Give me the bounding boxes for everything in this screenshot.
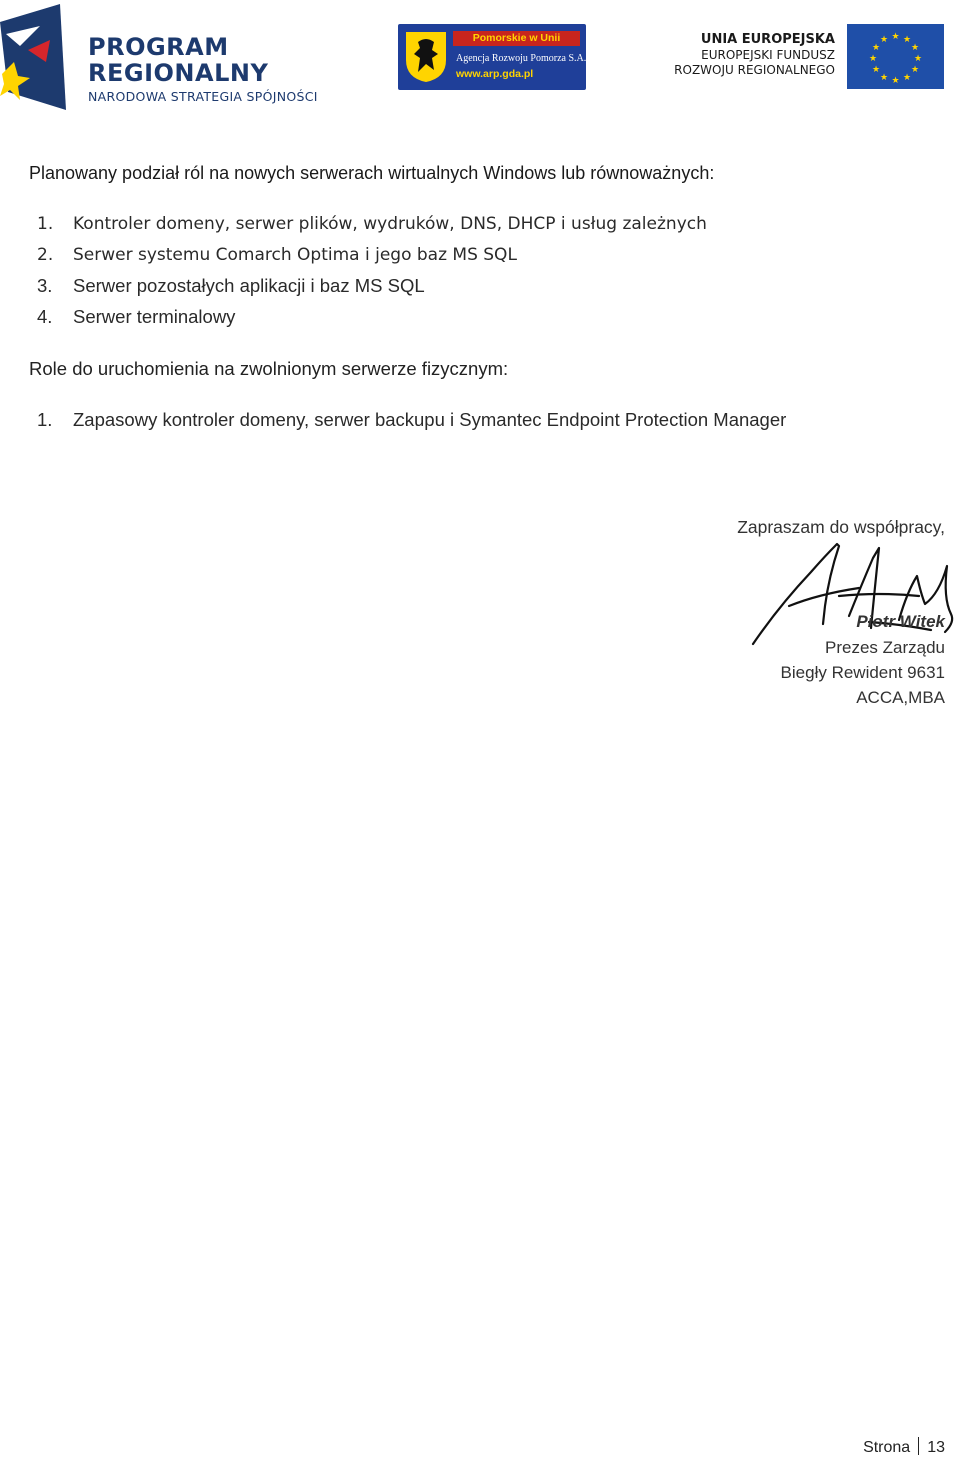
signatory-name: Piotr Witek <box>856 612 945 631</box>
list-item-number: 1. <box>37 409 53 430</box>
physical-server-roles-list <box>29 407 786 438</box>
svg-text:★: ★ <box>879 73 889 83</box>
list-item <box>29 407 786 438</box>
list-item-number: 1. <box>37 214 54 234</box>
list-item-text: Zapasowy kontroler domeny, serwer backupu i Symantec Endpoint Protection Manager <box>73 409 787 430</box>
pomorskie-title: Pomorskie w Unii <box>453 31 580 46</box>
pomorskie-w-unii-logo <box>398 24 586 90</box>
list-item-text: Serwer terminalowy <box>73 306 236 327</box>
signature-block <box>645 514 945 707</box>
eu-fund-line2: ROZWOJU REGIONALNEGO <box>674 63 835 77</box>
eu-fund-line1: EUROPEJSKI FUNDUSZ <box>701 48 835 62</box>
eu-fund-text <box>674 32 835 78</box>
svg-text:★: ★ <box>902 73 912 83</box>
program-regionalny-logo <box>0 4 330 110</box>
page-label: Strona <box>863 1439 911 1456</box>
list-item-text: Kontroler domeny, serwer plików, wydruków, DNS, DHCP i usług zależnych <box>73 214 707 234</box>
program-title-line2: REGIONALNY <box>88 59 269 87</box>
svg-text:★: ★ <box>891 76 900 86</box>
pomorskie-website: www.arp.gda.pl <box>456 68 534 80</box>
list-item-text: Serwer systemu Comarch Optima i jego baz MS SQL <box>73 245 517 265</box>
griffin-shield-icon <box>404 30 448 84</box>
signatory-auditor-number: Biegły Rewident 9631 <box>780 663 945 682</box>
server-roles-list <box>29 211 707 335</box>
program-star-icon <box>0 4 66 110</box>
svg-text:★: ★ <box>913 54 923 64</box>
list-item <box>29 304 707 335</box>
closing-invitation: Zapraszam do współpracy, <box>737 517 945 537</box>
list-item <box>29 242 707 273</box>
footer-divider <box>918 1437 919 1455</box>
list-item-text: Serwer pozostałych aplikacji i baz MS SQL <box>73 275 425 296</box>
svg-text:★: ★ <box>910 43 920 53</box>
svg-text:★: ★ <box>902 35 912 45</box>
page-number: 13 <box>927 1439 945 1456</box>
signatory-role: Prezes Zarządu <box>825 638 945 657</box>
physical-server-heading: Role do uruchomienia na zwolnionym serwerze fizycznym: <box>29 358 509 379</box>
svg-text:★: ★ <box>879 35 889 45</box>
page-header <box>0 0 960 115</box>
svg-text:★: ★ <box>891 32 900 42</box>
signatory-credentials: ACCA,MBA <box>856 688 945 707</box>
list-item-number: 2. <box>37 245 54 265</box>
list-item <box>29 211 707 242</box>
eu-title: UNIA EUROPEJSKA <box>700 32 835 47</box>
list-item <box>29 273 707 304</box>
list-item-number: 3. <box>37 275 53 296</box>
svg-text:★: ★ <box>868 54 878 64</box>
svg-text:★: ★ <box>871 43 881 53</box>
list-item-number: 4. <box>37 306 53 327</box>
intro-paragraph: Planowany podział ról na nowych serwerach wirtualnych Windows lub równoważnych: <box>29 163 715 183</box>
svg-text:★: ★ <box>910 65 920 75</box>
program-title-line1: PROGRAM <box>88 33 229 61</box>
pomorskie-agency: Agencja Rozwoju Pomorza S.A. <box>456 53 586 64</box>
program-subtitle: NARODOWA STRATEGIA SPÓJNOŚCI <box>88 89 318 104</box>
page-footer <box>863 1437 945 1457</box>
svg-text:★: ★ <box>871 65 881 75</box>
eu-flag-icon <box>847 24 944 89</box>
